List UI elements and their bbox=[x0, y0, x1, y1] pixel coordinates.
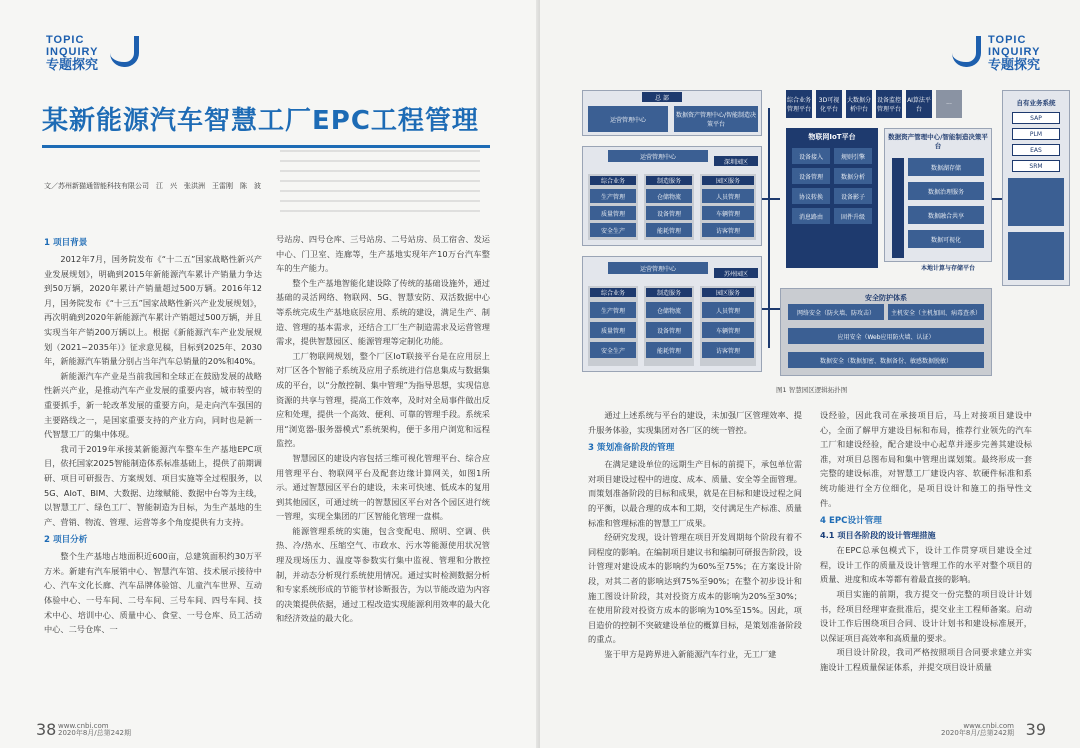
site-a-col-title: 综合业务 bbox=[590, 176, 636, 185]
byline: 文／苏州新猫通智能科技有限公司 江 兴 张洪洲 王雷刚 陈 波 bbox=[44, 182, 261, 190]
data-center-title: 数据资产管理中心/智能制造决策平台 bbox=[888, 133, 988, 150]
logo-section-text: 专题探究 bbox=[46, 58, 99, 73]
connector-line bbox=[992, 198, 1002, 200]
paragraph: 号站房、四号仓库、三号站房、二号站房、员工宿舍、发运中心、门卫室、连廊等，生产基地实现年产10万台汽车整车的生产能力。 bbox=[276, 234, 490, 274]
paragraph: 鉴于甲方是跨界进入新能源汽车行业，无工厂建 bbox=[604, 648, 777, 659]
data-center-item: 数据融合共享 bbox=[908, 206, 984, 224]
site-b-cell: 能耗管理 bbox=[646, 342, 692, 358]
system-plm: PLM bbox=[1012, 128, 1060, 140]
data-center-bar bbox=[892, 158, 904, 258]
logo-inquiry-text: INQUIRY bbox=[46, 46, 99, 58]
site-a-cell: 能耗管理 bbox=[646, 223, 692, 237]
paragraph: 经研究发现，设计管理在项目开发周期每个阶段有着不同程度的影响。在编制项目建议书和编制可研报告阶段，设计管理对建设成本的影响约为60%至75%；在方案设计阶段，对其二者的影响达到75%至90%；在整个初步设计和施工图设计阶段，其对投资方成本的影响为20%至30%；在使用阶段对投资方成本的影响为10%至15%。因此，项目造价的控制不突破建设单位的概算目标，是策划准备阶段的重点。 bbox=[588, 532, 802, 645]
paragraph: 在EPC总承包模式下，设计工作贯穿项目建设全过程，设计工作的质量及设计管理工作的水平对整个项目的质量、进度和成本等都有着最直接的影响。 bbox=[820, 545, 1032, 585]
iot-item: 设备影子 bbox=[834, 188, 872, 204]
site-a-cell: 车辆管理 bbox=[702, 206, 754, 220]
site-a-col-title: 园区服务 bbox=[702, 176, 754, 185]
site-b-cell: 访客管理 bbox=[702, 342, 754, 358]
site-b-label: 苏州园区 bbox=[714, 268, 758, 278]
hq-ops-center: 运营管理中心 bbox=[588, 106, 668, 132]
logo-c-mark-icon bbox=[952, 36, 981, 67]
logo-section-text: 专题探究 bbox=[988, 58, 1041, 73]
system-grid bbox=[1008, 178, 1064, 226]
paragraph: 在满足建设单位的远期生产目标的前提下，承包单位需对项目建设过程中的进度、成本、质量、安全等全面管理。而策划准备阶段的目标和成果，就是在目标和建设过程之间的平衡，以最合理的成本和工期，交付满足生产标准、质量标准和管理标准的智慧工厂成果。 bbox=[588, 459, 802, 528]
platform-more: ··· bbox=[936, 90, 962, 118]
title-rule bbox=[42, 145, 490, 148]
site-b-cell: 安全生产 bbox=[590, 342, 636, 358]
paragraph: 2012年7月，国务院发布《“十二五”国家战略性新兴产业发展规划》，明确到2015年新能源汽车累计产销量力争达到50万辆，2020年累计产销量超过500万辆。2016年12月，国务院发布《“十三五”国家战略性新兴产业发展规划》，再次明确到2020年新能源汽车累计产销超过500万辆，并且实现当年产销200万辆以上。根据《新能源汽车产业发展规划（2021~2035年）》征求意见稿，目标到2025年、2030年，新能源汽车销量分别占当年汽车总销量的20%和40%。 bbox=[44, 254, 262, 367]
right-column-2 bbox=[820, 408, 1032, 675]
page-number: 38 bbox=[36, 720, 57, 739]
platform-device: 设备监控管理平台 bbox=[876, 90, 902, 118]
logo-topic-text: TOPIC bbox=[46, 34, 85, 46]
topic-inquiry-logo bbox=[952, 34, 1040, 73]
figure-caption: 图1 智慧园区逻辑拓扑图 bbox=[776, 386, 848, 394]
logo-topic-text: TOPIC bbox=[988, 34, 1027, 46]
site-b-cell: 人员管理 bbox=[702, 302, 754, 318]
logo-c-mark-icon bbox=[110, 36, 139, 67]
folio-issue: 2020年8月/总第242期 bbox=[941, 729, 1014, 737]
site-a-cell: 生产管理 bbox=[590, 189, 636, 203]
iot-item: 消息路由 bbox=[792, 208, 830, 224]
paragraph: 工厂物联网规划，整个厂区IoT联接平台是在应用层上对厂区各个智能子系统及应用子系统进行信息集成与数据集成的平台，以“分散控制、集中管理”为指导思想，实现信息资源的共享与管理，提高工作效率，及时对全局事件做出反应和处理，提供一个高效、便利、可靠的管理手段。系统采用“浏览器-服务器模式”系统架构，便于多用户浏览和远程监控。 bbox=[276, 350, 490, 449]
connector-line bbox=[762, 308, 780, 310]
paragraph: 通过上述系统与平台的建设，未加强厂区管理效率、提升服务体验，实现集团对各厂区的统一管控。 bbox=[588, 410, 802, 435]
paragraph: 项目实施的前期，我方提交一份完整的项目设计计划书，经项目经理审查批准后，提交业主工程师备案。启动设计工作后围绕项目合同、设计计划书和建设标准展开，以保证项目高效率和高质量的要求。 bbox=[820, 588, 1032, 643]
site-a-cell: 质量管理 bbox=[590, 206, 636, 220]
paragraph: 项目设计阶段，我司严格按照项目合同要求建立并实施设计工程质量保证体系，并提交项目设计质量 bbox=[820, 647, 1032, 672]
section-heading: 1 项目背景 bbox=[44, 238, 88, 248]
security-item: 网络安全（防火墙、防攻击） bbox=[788, 304, 884, 320]
system-sap: SAP bbox=[1012, 112, 1060, 124]
site-b-ops-header: 运营管理中心 bbox=[608, 262, 708, 274]
platform-3d: 3D可视化平台 bbox=[816, 90, 842, 118]
iot-item: 数据分析 bbox=[834, 168, 872, 184]
paragraph: 我司于2019年承接某新能源汽车整车生产基地EPC项目，依托国家2025智能制造体系标准基础上，提供了前期调研、项目可研报告、方案规划、项目实施等全过程服务，以5G、AIoT、BIM、大数据、边缘赋能、数据中台等为主线，以智慧工厂、绿色工厂、智能制造为目标，为生产基地的生产、营销、物流、管理、运营等多个角度提供有力支持。 bbox=[44, 443, 262, 527]
system-grid bbox=[1008, 232, 1064, 280]
site-a-cell: 仓储物流 bbox=[646, 189, 692, 203]
connector-line bbox=[762, 198, 780, 200]
site-a-ops-header: 运营管理中心 bbox=[608, 150, 708, 162]
left-column-1 bbox=[44, 232, 262, 637]
paragraph: 新能源汽车产业是当前我国和全球正在鼓励发展的战略性新兴产业，是推动汽车产业发展的重要内容，城市转型的重要抓手，新一轮改革发展的重要方向，是走向汽车强国的主要路线之一，是国家重要支持的产业方向，同时也是新一代智慧工厂的集中体现。 bbox=[44, 370, 262, 440]
data-center-item: 数据湖存储 bbox=[908, 158, 984, 176]
security-panel: 安全防护体系 bbox=[780, 288, 992, 376]
site-b-cell: 设备管理 bbox=[646, 322, 692, 338]
site-b-cell: 仓储物流 bbox=[646, 302, 692, 318]
article-title: 某新能源汽车智慧工厂EPC工程管理 bbox=[42, 106, 479, 136]
right-column-1 bbox=[588, 408, 802, 662]
site-b-col-title: 综合业务 bbox=[590, 288, 636, 297]
iot-item: 规则引擎 bbox=[834, 148, 872, 164]
data-center-item: 数据治理服务 bbox=[908, 182, 984, 200]
site-a-cell: 安全生产 bbox=[590, 223, 636, 237]
site-b-cell: 质量管理 bbox=[590, 322, 636, 338]
logo-inquiry-text: INQUIRY bbox=[988, 46, 1041, 58]
site-a-cell: 人员管理 bbox=[702, 189, 754, 203]
system-srm: SRM bbox=[1012, 160, 1060, 172]
iot-item: 固件升级 bbox=[834, 208, 872, 224]
security-item: 主机安全（主机加固、病毒查杀） bbox=[888, 304, 984, 320]
section-heading: 2 项目分析 bbox=[44, 535, 88, 546]
platform-business: 综合业务管理平台 bbox=[786, 90, 812, 118]
site-a-col-title: 制造服务 bbox=[646, 176, 692, 185]
paragraph: 能源管理系统的实施，包含变配电、照明、空调、供热、冷/热水、压缩空气、市政水、污水等能源使用状况管理及现场压力、温度等参数实行集中监视、管理和分散控制，并动态分析现行系统使用情况。通过实时检测数据分析和专家系统形成的节能节材诊断报告，为以节能改造为内容的决策提供依据，通过工程改造实现能源利用效率的最大化和经济效益的最大化。 bbox=[276, 525, 490, 624]
data-center-item: 数据可视化 bbox=[908, 230, 984, 248]
paragraph: 设经验，因此我司在承接项目后，马上对接项目建设中心，全面了解甲方建设目标和布局，推荐行业领先的汽车工厂和建设经验，配合建设中心起草并逐步完善其建设标准，对项目总图布局和集中管理出谋划策。最终形成一套完整的建设标准，对智慧工厂建设内容、软硬件标准和系统功能进行全方位细化，是项目设计和施工的指导性文件。 bbox=[820, 410, 1032, 508]
connector-line bbox=[768, 108, 770, 348]
platform-bigdata: 大数据分析中台 bbox=[846, 90, 872, 118]
show-through-text bbox=[280, 150, 480, 212]
site-a-cell: 访客管理 bbox=[702, 223, 754, 237]
folio-url: www.cnbi.com bbox=[58, 722, 109, 730]
self-systems-title: 自有业务系统 bbox=[1016, 98, 1056, 107]
folio-url: www.cnbi.com bbox=[963, 722, 1014, 730]
iot-item: 协议转换 bbox=[792, 188, 830, 204]
paragraph: 整个生产基地智能化建设除了传统的基础设施外，通过基础的灵活网络、物联网、5G、智慧安防、双活数据中心等系统完成生产基地底层应用、系统的建设，满足生产、制造、管理的基本需求，还结合工厂生产制造需求及运营管理需求，提供智慧园区、能源管理等定制化功能。 bbox=[276, 277, 490, 347]
page-number: 39 bbox=[1025, 720, 1046, 739]
system-eas: EAS bbox=[1012, 144, 1060, 156]
platform-ai: AI算法平台 bbox=[906, 90, 932, 118]
folio-issue: 2020年8月/总第242期 bbox=[58, 729, 131, 737]
hq-label: 总 部 bbox=[642, 92, 682, 102]
subsection-heading: 4.1 项目各阶段的设计管理措施 bbox=[820, 530, 936, 541]
site-a-cell: 设备管理 bbox=[646, 206, 692, 220]
site-b-cell: 生产管理 bbox=[590, 302, 636, 318]
iot-item: 设备接入 bbox=[792, 148, 830, 164]
site-a-label: 深圳园区 bbox=[714, 156, 758, 166]
smart-park-topology-figure bbox=[578, 88, 1072, 378]
paragraph: 整个生产基地占地面积近600亩，总建筑面积约30万平方米。新建有汽车展销中心、智慧汽车馆、技术展示接待中心、汽车文化长廊、汽车品牌体验馆、儿童汽车世界、互动体验中心、一号车间、二号车间、三号车间、四号车间、技术中心、培训中心、质量中心、食堂、一号仓库、员工活动中心、二号仓库、一 bbox=[44, 551, 262, 635]
site-b-col-title: 制造服务 bbox=[646, 288, 692, 297]
section-heading: 3 策划准备阶段的管理 bbox=[588, 443, 675, 454]
edge-platform-label: 本地计算与存储平台 bbox=[920, 264, 975, 272]
iot-platform: 物联网IoT平台 bbox=[786, 128, 878, 268]
security-item: 应用安全（Web应用防火墙、认证） bbox=[788, 328, 984, 344]
left-column-2 bbox=[276, 232, 490, 626]
hq-data-center: 数据资产管理中心/智能制造决策平台 bbox=[674, 106, 758, 132]
iot-item: 设备管理 bbox=[792, 168, 830, 184]
section-heading: 4 EPC设计管理 bbox=[820, 516, 882, 527]
topic-inquiry-logo bbox=[46, 34, 98, 73]
site-b-cell: 车辆管理 bbox=[702, 322, 754, 338]
site-b-col-title: 园区服务 bbox=[702, 288, 754, 297]
security-item: 数据安全（数据加密、数据备份、敏感数据脱敏） bbox=[788, 352, 984, 368]
paragraph: 智慧园区的建设内容包括三维可视化管理平台、综合应用管理平台、物联网平台及配套边缘计算网关，如图1所示。通过智慧园区平台的建设，未来可快速、低成本的复用到其他园区，可通过统一的智慧园区平台对各个园区进行统一管理，实现全集团的厂区智能化管理一盘棋。 bbox=[276, 452, 490, 522]
